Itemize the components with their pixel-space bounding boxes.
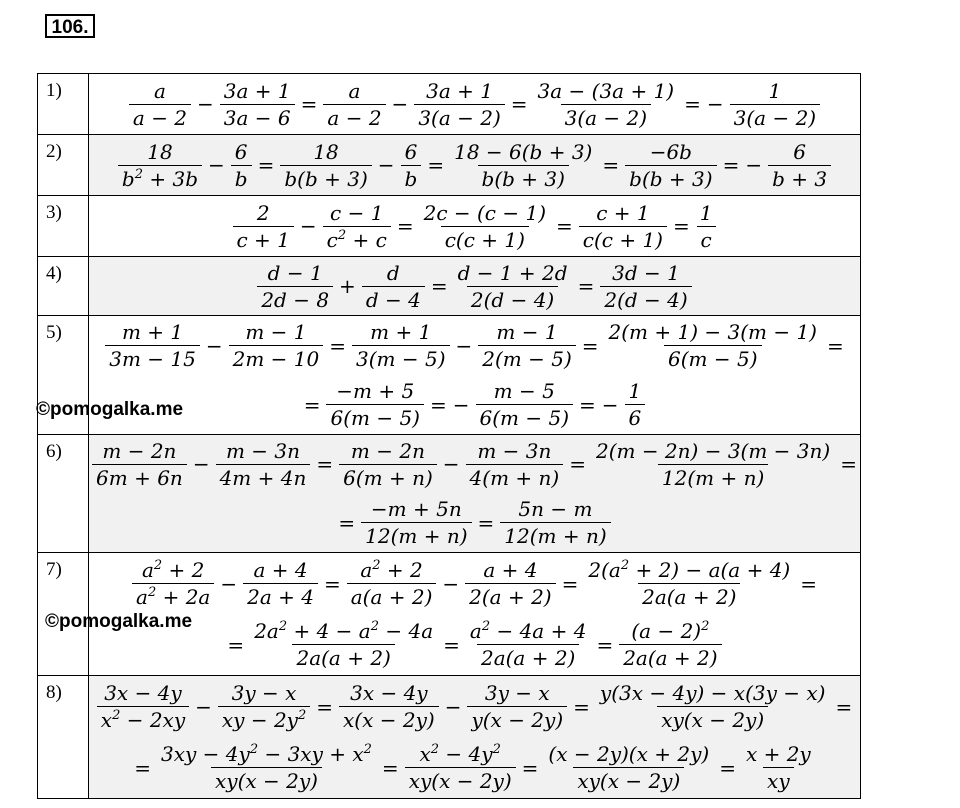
- fraction: [730, 78, 820, 131]
- numerator: m − 3n: [477, 438, 552, 463]
- denominator: 3m − 15: [105, 345, 200, 372]
- numerator: (x − 2y)(x + 2y): [548, 742, 710, 766]
- solution-table: [37, 73, 861, 799]
- numerator: 3x − 4y: [104, 681, 182, 705]
- denominator: 2a(a + 2): [477, 644, 579, 671]
- denominator: a − 2: [323, 104, 385, 131]
- fraction: [250, 618, 437, 671]
- denominator: 4m + 4n: [216, 464, 311, 491]
- equation-line: [89, 316, 860, 375]
- equation-line: [89, 257, 860, 315]
- exercise-solution: [89, 135, 861, 196]
- exercise-number: 4): [38, 257, 89, 316]
- fraction: [347, 557, 437, 610]
- operator: =: [338, 510, 356, 535]
- fraction: [625, 378, 646, 431]
- operator: −: [197, 92, 214, 116]
- fraction: [619, 618, 721, 671]
- denominator: 2m − 10: [229, 345, 324, 372]
- numerator: d − 1: [267, 260, 323, 285]
- operator: =: [577, 274, 595, 298]
- fraction: [339, 438, 437, 491]
- fraction: [596, 680, 830, 733]
- denominator: 2(a + 2): [465, 583, 555, 610]
- denominator: b(b + 3): [280, 165, 371, 192]
- operator: =: [581, 333, 599, 358]
- numerator: m − 2n: [102, 438, 177, 463]
- denominator: xy(x − 2y): [573, 767, 684, 794]
- operator: −: [745, 153, 763, 177]
- exercise-row: [38, 257, 861, 316]
- numerator: 3x − 4y: [350, 681, 428, 705]
- denominator: 12(m + n): [361, 522, 471, 549]
- operator: −: [208, 153, 225, 177]
- equation-line: [89, 375, 860, 434]
- operator: −: [706, 92, 724, 116]
- operator: =: [427, 153, 445, 177]
- task-number: 106.: [45, 14, 95, 38]
- operator: −: [299, 214, 317, 238]
- numerator: 2(m + 1) − 3(m − 1): [608, 320, 817, 344]
- numerator: 3a + 1: [223, 78, 291, 103]
- operator: =: [800, 571, 817, 596]
- numerator: y(3x − 4y) − x(3y − x): [599, 681, 826, 705]
- operator: −: [442, 452, 460, 477]
- fraction: [478, 319, 576, 372]
- denominator: xy − $2y^2$: [218, 706, 310, 733]
- exercise-row: [38, 435, 861, 553]
- operator: =: [596, 632, 614, 657]
- exercise-solution: [89, 257, 861, 316]
- numerator: m − 1: [496, 320, 558, 344]
- operator: =: [840, 452, 857, 477]
- equation-line: [89, 435, 860, 494]
- operator: =: [430, 274, 448, 298]
- denominator: 2a + 4: [243, 583, 318, 610]
- numerator: m − 5: [493, 379, 555, 403]
- numerator: 18 − 6(b + 3): [454, 139, 593, 164]
- denominator: c: [697, 226, 716, 253]
- fraction: [132, 557, 214, 610]
- fraction: [476, 378, 574, 431]
- denominator: $a^2 + 2a$: [132, 583, 214, 610]
- fraction: [544, 741, 713, 794]
- numerator: 2(m − 2n) − 3(m − 3n): [595, 438, 831, 463]
- fraction: [129, 78, 191, 131]
- fraction: [584, 557, 794, 610]
- numerator: 2: [256, 200, 270, 225]
- exercise-solution: [89, 435, 861, 553]
- equation-line: [89, 135, 860, 195]
- denominator: 3(a − 2): [730, 104, 820, 131]
- fraction: [220, 78, 295, 131]
- denominator: 2(d − 4): [600, 286, 691, 313]
- fraction: [233, 200, 294, 253]
- numerator: 3y − x: [231, 681, 297, 705]
- denominator: 6(m − 5): [326, 404, 424, 431]
- fraction: [323, 78, 385, 131]
- operator: =: [227, 632, 245, 657]
- exercise-number: 2): [38, 135, 89, 196]
- operator: =: [429, 392, 447, 417]
- numerator: d − 1 + 2d: [457, 260, 568, 285]
- numerator: c − 1: [330, 200, 384, 225]
- numerator: d: [386, 260, 400, 285]
- fraction: [450, 139, 596, 192]
- operator: −: [452, 392, 470, 417]
- operator: =: [257, 153, 275, 177]
- numerator: $a^2 + 2$: [360, 558, 423, 582]
- exercise-solution: [89, 553, 861, 676]
- denominator: c(c + 1): [579, 226, 667, 253]
- equation-line: [89, 553, 860, 614]
- fraction: [361, 496, 471, 549]
- operator: =: [316, 452, 334, 477]
- operator: =: [579, 392, 596, 417]
- denominator: 12(m + n): [500, 522, 610, 549]
- fraction: [592, 438, 834, 491]
- denominator: 3(m − 5): [352, 345, 450, 372]
- fraction: [231, 139, 252, 192]
- denominator: 2a(a + 2): [292, 644, 394, 671]
- fraction: [600, 260, 691, 313]
- numerator: m + 1: [121, 320, 184, 344]
- exercise-number: 1): [38, 74, 89, 135]
- numerator: 6: [404, 139, 418, 164]
- denominator: 2(d − 4): [467, 286, 558, 313]
- numerator: 6: [234, 139, 248, 164]
- numerator: −m + 5: [336, 379, 415, 403]
- fraction: [465, 557, 555, 610]
- exercise-number: 6): [38, 435, 89, 553]
- fraction: [218, 680, 310, 733]
- numerator: 1: [699, 200, 713, 225]
- operator: −: [455, 333, 473, 358]
- numerator: −m + 5n: [370, 497, 462, 522]
- operator: −: [220, 571, 238, 596]
- operator: =: [443, 632, 460, 657]
- operator: =: [569, 452, 586, 477]
- numerator: $2a^2 + 4 - a^2 - 4a$: [254, 619, 434, 643]
- fraction: [352, 319, 450, 372]
- numerator: a + 4: [253, 558, 308, 582]
- operator: =: [316, 694, 334, 719]
- operator: =: [300, 92, 318, 116]
- fraction: [466, 618, 591, 671]
- operator: =: [477, 510, 495, 535]
- fraction: [97, 680, 189, 733]
- exercise-number: 8): [38, 676, 89, 799]
- fraction: [229, 319, 324, 372]
- operator: =: [556, 214, 573, 238]
- fraction: [625, 139, 716, 192]
- fraction: [742, 741, 815, 794]
- fraction: [500, 496, 610, 549]
- operator: =: [329, 333, 346, 358]
- denominator: $b^2 + 3b$: [118, 165, 202, 192]
- denominator: b(b + 3): [478, 165, 569, 192]
- equation-line: [89, 494, 860, 553]
- numerator: m − 3n: [225, 438, 300, 463]
- fraction: [323, 200, 391, 253]
- fraction: [696, 200, 717, 253]
- exercise-row: [38, 74, 861, 135]
- operator: =: [827, 333, 844, 358]
- fraction: [105, 319, 200, 372]
- numerator: $(a - 2)^2$: [631, 619, 710, 643]
- numerator: 3a − (3a + 1): [537, 78, 675, 103]
- denominator: 2d − 8: [257, 286, 333, 313]
- fraction: [420, 200, 550, 253]
- operator: =: [521, 755, 539, 780]
- operator: −: [195, 694, 212, 719]
- operator: −: [192, 452, 210, 477]
- fraction: [534, 78, 679, 131]
- numerator: 1: [768, 78, 782, 103]
- numerator: −6b: [649, 139, 692, 164]
- numerator: 18: [147, 139, 173, 164]
- denominator: xy(x − 2y): [211, 767, 322, 794]
- numerator: $3xy - 4y^2 - 3xy + x^2$: [161, 742, 372, 766]
- denominator: a − 2: [129, 104, 191, 131]
- denominator: b: [401, 165, 422, 192]
- denominator: 6: [625, 404, 646, 431]
- numerator: 3d − 1: [612, 260, 680, 285]
- operator: =: [673, 214, 690, 238]
- operator: −: [205, 333, 223, 358]
- exercise-row: [38, 196, 861, 257]
- fraction: [243, 557, 318, 610]
- numerator: a: [154, 78, 166, 103]
- fraction: [401, 139, 422, 192]
- numerator: 3a + 1: [426, 78, 493, 103]
- denominator: b + 3: [768, 165, 831, 192]
- equation-line: [89, 614, 860, 675]
- denominator: c + 1: [233, 226, 294, 253]
- denominator: 6m + 6n: [92, 464, 187, 491]
- operator: =: [684, 92, 701, 116]
- denominator: x(x − 2y): [339, 706, 439, 733]
- denominator: xy(x − 2y): [657, 706, 768, 733]
- exercise-number: 5): [38, 316, 89, 435]
- fraction: [579, 200, 667, 253]
- fraction: [339, 680, 439, 733]
- exercise-number: 3): [38, 196, 89, 257]
- fraction: [326, 378, 424, 431]
- numerator: 18: [313, 139, 339, 164]
- denominator: 4(m + n): [466, 464, 564, 491]
- operator: =: [381, 755, 399, 780]
- denominator: xy(x − 2y): [405, 767, 516, 794]
- denominator: c(c + 1): [441, 226, 529, 253]
- numerator: 2c − (c − 1): [423, 200, 547, 225]
- numerator: a + 4: [483, 558, 538, 582]
- exercise-row: [38, 135, 861, 196]
- denominator: 2a(a + 2): [619, 644, 721, 671]
- numerator: 3y − x: [484, 681, 550, 705]
- operator: =: [719, 755, 736, 780]
- operator: −: [442, 571, 460, 596]
- numerator: x + 2y: [745, 742, 811, 766]
- denominator: b(b + 3): [625, 165, 716, 192]
- denominator: d − 4: [362, 286, 425, 313]
- fraction: [92, 438, 187, 491]
- denominator: 6(m + n): [339, 464, 437, 491]
- fraction: [280, 139, 371, 192]
- fraction: [414, 78, 504, 131]
- solution-table-body: [38, 74, 861, 799]
- fraction: [768, 139, 831, 192]
- fraction: [405, 741, 516, 794]
- denominator: 2(m − 5): [478, 345, 576, 372]
- denominator: 3(a − 2): [561, 104, 651, 131]
- operator: =: [303, 392, 321, 417]
- numerator: 6: [793, 139, 806, 164]
- numerator: a: [348, 78, 361, 103]
- denominator: 12(m + n): [658, 464, 768, 491]
- denominator: 3a − 6: [220, 104, 295, 131]
- equation-line: [89, 676, 860, 737]
- numerator: 1: [628, 379, 642, 403]
- fraction: [157, 741, 376, 794]
- operator: +: [339, 274, 356, 298]
- operator: −: [444, 694, 462, 719]
- operator: =: [573, 694, 590, 719]
- numerator: $a^2 - 4a + 4$: [469, 619, 587, 643]
- exercise-solution: [89, 196, 861, 257]
- operator: =: [134, 755, 152, 780]
- denominator: xy: [763, 767, 794, 794]
- exercise-row: [38, 676, 861, 799]
- numerator: 5n − m: [518, 497, 593, 522]
- equation-line: [89, 74, 860, 134]
- watermark: ©pomogalka.me: [36, 399, 184, 420]
- numerator: m − 1: [245, 320, 307, 344]
- fraction: [454, 260, 572, 313]
- numerator: m + 1: [370, 320, 432, 344]
- operator: =: [323, 571, 341, 596]
- denominator: b: [231, 165, 252, 192]
- numerator: $2(a^2 + 2) - a(a + 4)$: [588, 558, 791, 582]
- fraction: [257, 260, 333, 313]
- watermark: ©pomogalka.me: [45, 611, 193, 632]
- exercise-solution: [89, 74, 861, 135]
- denominator: y(x − 2y): [467, 706, 567, 733]
- denominator: $c^2 + c$: [323, 226, 391, 253]
- operator: −: [377, 153, 395, 177]
- numerator: m − 2n: [350, 438, 425, 463]
- fraction: [118, 139, 202, 192]
- operator: =: [561, 571, 579, 596]
- fraction: [362, 260, 425, 313]
- operator: −: [601, 392, 619, 417]
- denominator: $x^2 - 2xy$: [97, 706, 189, 733]
- fraction: [605, 319, 821, 372]
- denominator: a(a + 2): [347, 583, 437, 610]
- denominator: 6(m − 5): [664, 345, 762, 372]
- equation-line: [89, 196, 860, 256]
- fraction: [216, 438, 311, 491]
- operator: =: [396, 214, 414, 238]
- exercise-solution: [89, 316, 861, 435]
- operator: −: [391, 92, 409, 116]
- numerator: $x^2 - 4y^2$: [419, 742, 501, 766]
- operator: =: [835, 694, 853, 719]
- denominator: 3(a − 2): [414, 104, 504, 131]
- exercise-solution: [89, 676, 861, 799]
- numerator: c + 1: [596, 200, 650, 225]
- operator: =: [602, 153, 620, 177]
- operator: =: [510, 92, 528, 116]
- equation-line: [89, 737, 860, 798]
- operator: =: [722, 153, 740, 177]
- fraction: [466, 438, 564, 491]
- numerator: $a^2 + 2$: [141, 558, 205, 582]
- denominator: 2a(a + 2): [638, 583, 740, 610]
- denominator: 6(m − 5): [476, 404, 574, 431]
- exercise-number: 7): [38, 553, 89, 676]
- fraction: [467, 680, 567, 733]
